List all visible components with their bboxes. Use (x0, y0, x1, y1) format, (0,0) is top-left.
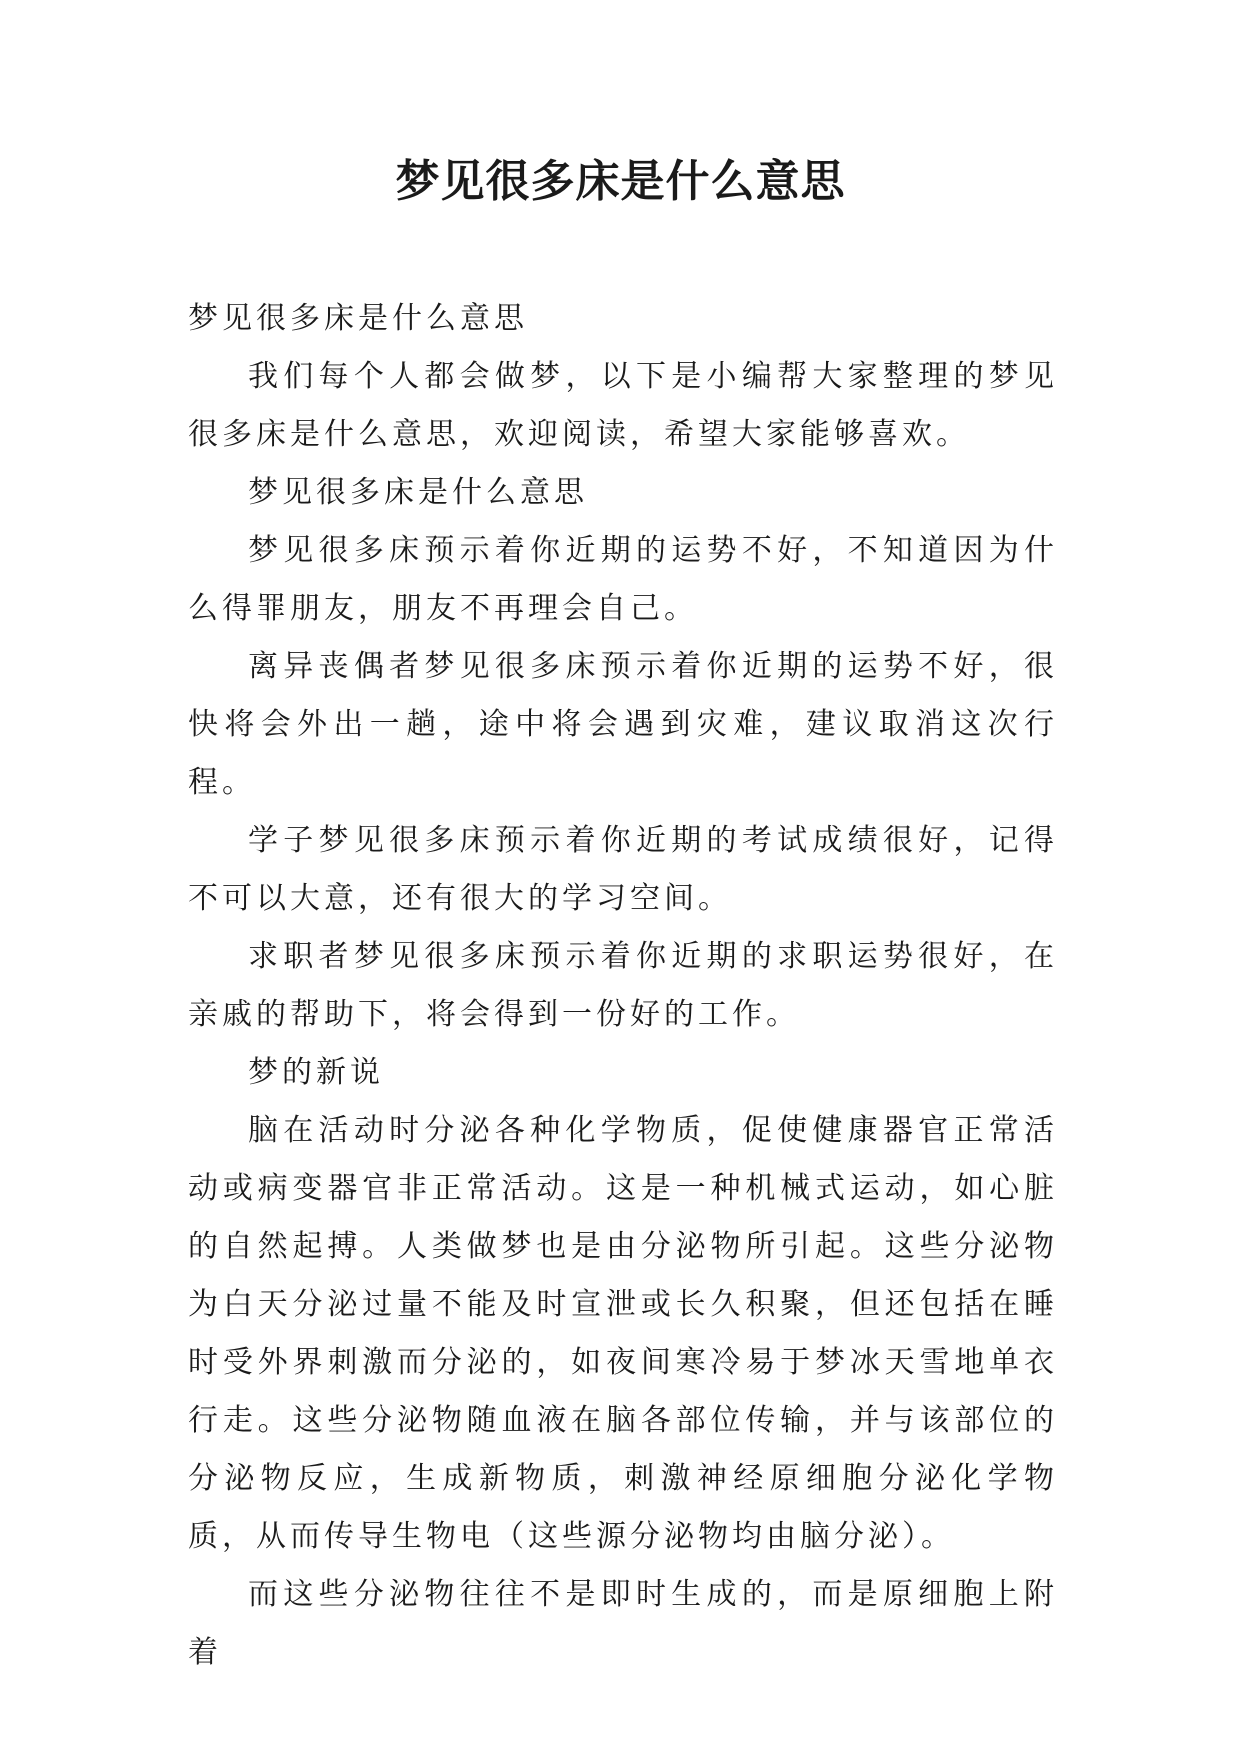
paragraph-continued: 而这些分泌物往往不是即时生成的，而是原细胞上附着 (188, 1577, 1058, 1670)
paragraph-meaning-jobseeker: 求职者梦见很多床预示着你近期的求职运势很好，在亲戚的帮助下，将会得到一份好的工作。 (188, 939, 1058, 1032)
paragraph-dream-theory-heading: 梦的新说 (248, 1055, 384, 1090)
paragraph-meaning-divorced: 离异丧偶者梦见很多床预示着你近期的运势不好，很快将会外出一趟，途中将会遇到灾难，建议取消这次行程。 (188, 649, 1058, 800)
document-body (188, 290, 1058, 1682)
paragraph-dream-theory: 脑在活动时分泌各种化学物质，促使健康器官正常活动或病变器官非正常活动。这是一种机械式运动，如心脏的自然起搏。人类做梦也是由分泌物所引起。这些分泌物为白天分泌过量不能及时宣泄或长久积聚，但还包括在睡时受外界刺激而分泌的，如夜间寒冷易于梦冰天雪地单衣行走。这些分泌物随血液在脑各部位传输，并与该部位的分泌物反应，生成新物质，刺激神经原细胞分泌化学物质，从而传导生物电（这些源分泌物均由脑分泌）。 (188, 1113, 1058, 1554)
paragraph-meaning-general: 梦见很多床预示着你近期的运势不好，不知道因为什么得罪朋友，朋友不再理会自己。 (188, 533, 1058, 626)
paragraph-subtitle: 梦见很多床是什么意思 (188, 301, 528, 336)
paragraph-section-heading: 梦见很多床是什么意思 (248, 475, 588, 510)
paragraph-meaning-student: 学子梦见很多床预示着你近期的考试成绩很好，记得不可以大意，还有很大的学习空间。 (188, 823, 1058, 916)
document-title: 梦见很多床是什么意思 (395, 156, 846, 207)
paragraph-intro: 我们每个人都会做梦，以下是小编帮大家整理的梦见很多床是什么意思，欢迎阅读，希望大家能够喜欢。 (188, 359, 1058, 452)
